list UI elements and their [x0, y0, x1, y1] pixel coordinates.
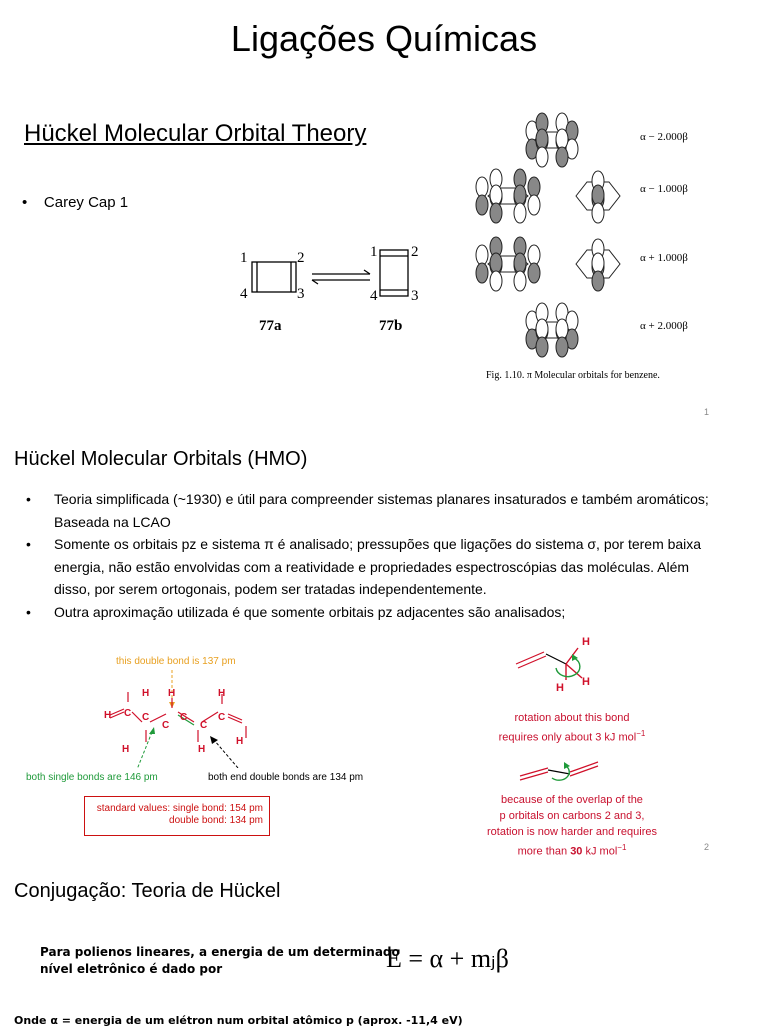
rotation-note-2-line4: more than 30 kJ mol$^{-1}$ [517, 843, 627, 858]
rotation-note-2-line1: because of the overlap of the [501, 794, 643, 806]
ethylene-rotation-structure [514, 634, 614, 694]
std-values-line2: double bond: 134 pm [169, 815, 263, 826]
atom-c5: C [200, 720, 208, 731]
orbital-level-3: α + 1.000β [640, 252, 688, 264]
atom-c4: C [180, 712, 188, 723]
page-number-2: 2 [704, 842, 710, 852]
atom-h1: H [104, 710, 112, 721]
rot-atom-h3: H [582, 676, 590, 688]
standard-values-box [84, 796, 270, 836]
rotation-note-2 [452, 792, 692, 860]
rotation-note-2-line3: rotation is now harder and requires [487, 826, 657, 838]
hmo-bullet-2: • Somente os orbitais pz e sistema π é analisado; pressupões que ligações do sistema σ, por terem baixa energia, não estão envolvidas com a reatividade e propriedades espectroscópias das moléculas. Além disso, por serem ortogonais, podem ser tratadas independentemente. [26, 536, 702, 597]
conjugacao-text [40, 944, 400, 978]
c4a-num-2: 2 [297, 250, 305, 266]
huckel-theory-heading[interactable]: Hückel Molecular Orbital Theory [24, 120, 367, 147]
note-middle-double-bond: this double bond is 137 pm [116, 656, 236, 667]
atom-h6: H [218, 688, 226, 699]
c4b-num-4: 4 [370, 288, 378, 304]
atom-h7: H [236, 736, 244, 747]
conjugacao-text-line1: Para polienos lineares, a energia de um determinado [40, 945, 400, 959]
atom-h2: H [142, 688, 150, 699]
atom-h5: H [198, 744, 206, 755]
c4b-num-3: 3 [411, 288, 419, 304]
figure-caption: Fig. 1.10. π Molecular orbitals for benzene. [486, 370, 660, 381]
rotation-note-1 [462, 710, 682, 746]
orbital-level-2: α − 1.000β [640, 183, 688, 195]
orbital-level-1: α − 2.000β [640, 131, 688, 143]
bullet-carey: • Carey Cap 1 [22, 194, 129, 211]
atom-c6: C [218, 712, 226, 723]
rot-atom-h2: H [556, 682, 564, 694]
atom-c1: C [124, 708, 132, 719]
atom-c2: C [142, 712, 150, 723]
rotation-note-1-line2: requires only about 3 kJ mol$^{-1}$ [498, 729, 646, 744]
std-values-line1: standard values: single bond: 154 pm [96, 803, 263, 814]
atom-h4: H [168, 688, 176, 699]
slide-title: Ligações Químicas [230, 18, 538, 59]
hmo-heading: Hückel Molecular Orbitals (HMO) [14, 448, 308, 470]
rotation-note-1-line1: rotation about this bond [514, 712, 630, 724]
note-end-double-bonds: both end double bonds are 134 pm [208, 772, 364, 783]
c4b-num-1: 1 [370, 244, 378, 260]
c4b-num-2: 2 [411, 244, 419, 260]
bullet-carey-text: Carey Cap 1 [43, 194, 129, 211]
energy-formula: E = α + mⱼβ [386, 944, 509, 973]
rot-atom-h1: H [582, 636, 590, 648]
rotation-note-2-line2: p orbitals on carbons 2 and 3, [499, 810, 645, 822]
atom-c3: C [162, 720, 170, 731]
conjugacao-heading: Conjugação: Teoria de Hückel [14, 880, 281, 902]
label-77a: 77a [259, 318, 282, 334]
c4a-num-4: 4 [240, 286, 248, 302]
benzene-mo-diagram [470, 108, 630, 366]
cut-off-text: Onde α = energia de um elétron num orbital atômico p (aprox. -11,4 eV) [14, 1014, 463, 1027]
page-number-1: 1 [704, 407, 710, 417]
conjugacao-text-line2: nível eletrônico é dado por [40, 962, 223, 976]
label-77b: 77b [379, 318, 403, 334]
c4a-num-3: 3 [297, 286, 305, 302]
atom-h3: H [122, 744, 130, 755]
butadiene-rotation-structure [518, 756, 608, 786]
hmo-bullet-1: • Teoria simplificada (~1930) e útil para compreender sistemas planares insaturados e também aromáticos; Baseada na LCAO [26, 491, 709, 530]
note-single-bonds: both single bonds are 146 pm [26, 772, 158, 783]
hmo-bullet-list [26, 488, 716, 623]
hmo-bullet-3: • Outra aproximação utilizada é que somente orbitais pz adjacentes são analisados; [26, 603, 566, 620]
orbital-level-4: α + 2.000β [640, 320, 688, 332]
c4a-num-1: 1 [240, 250, 248, 266]
